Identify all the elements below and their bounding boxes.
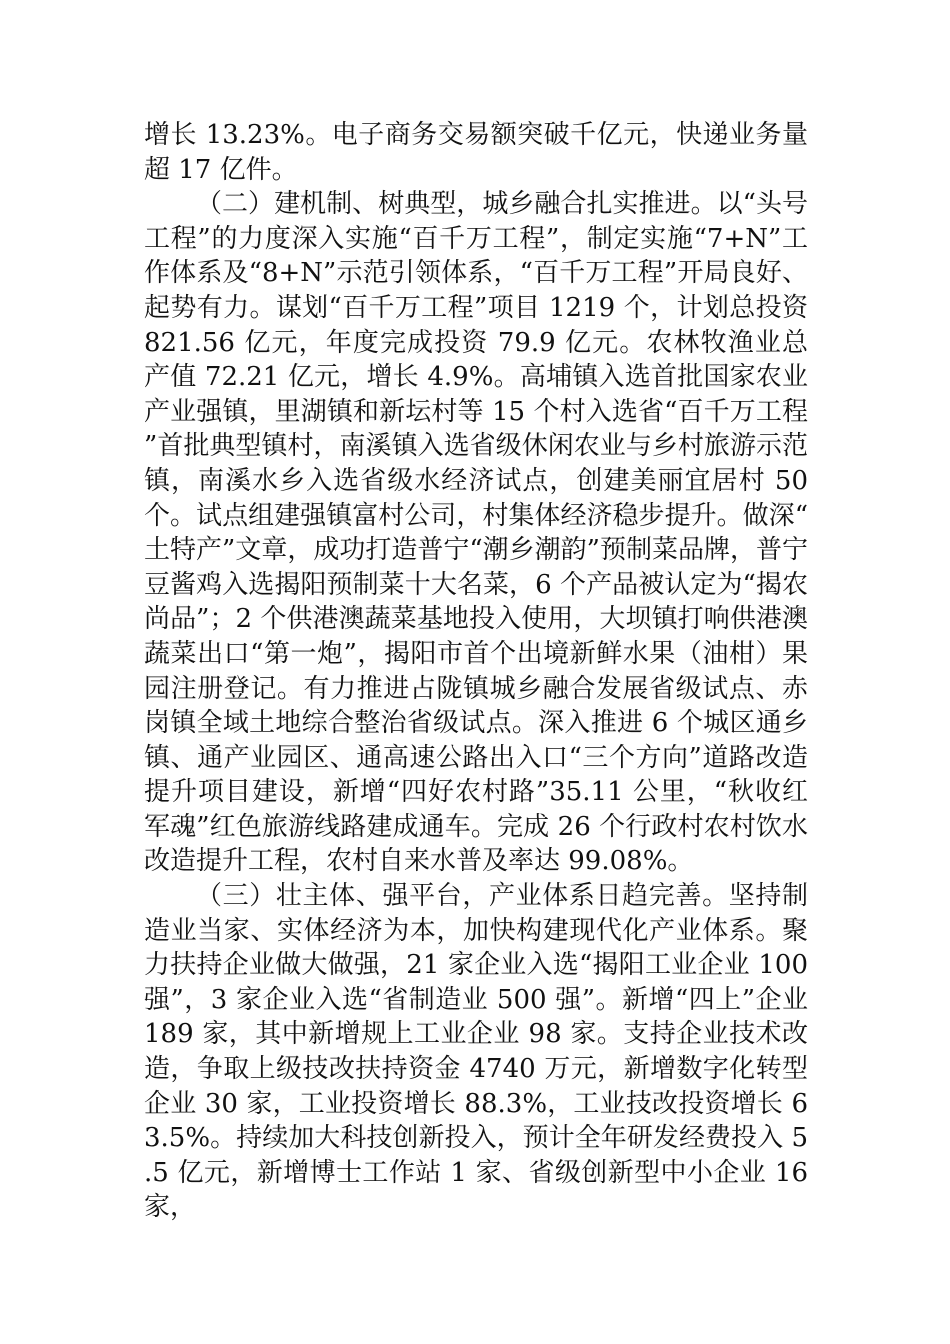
document-body: [144, 118, 808, 1225]
paragraph-industrial-system: （三）壮主体、强平台，产业体系日趋完善。坚持制造业当家、实体经济为本，加快构建现代化产业体系。聚力扶持企业做大做强，21 家企业入选“揭阳工业企业 100 强”，3 家企业入选“省制造业 500 强”。新增“四上”企业 189 家，其中新增规上工业企业 98 家。支持企业技术改造，争取上级技改扶持资金 4740 万元，新增数字化转型企业 30 家，工业投资增长 88.3%，工业技改投资增长 63.5%。持续加大科技创新投入，预计全年研发经费投入 5.5 亿元，新增博士工作站 1 家、省级创新型中小企业 16 家，: [144, 881, 808, 1223]
paragraph-urban-rural-integration: （二）建机制、树典型，城乡融合扎实推进。以“头号工程”的力度深入实施“百千万工程”，制定实施“7+N”工作体系及“8+N”示范引领体系，“百千万工程”开局良好、起势有力。谋划“百千万工程”项目 1219 个，计划总投资 821.56 亿元，年度完成投资 79.9 亿元。农林牧渔业总产值 72.21 亿元，增长 4.9%。高埔镇入选首批国家农业产业强镇，里湖镇和新坛村等 15 个村入选省“百千万工程”首批典型镇村，南溪镇入选省级休闲农业与乡村旅游示范镇，南溪水乡入选省级水经济试点，创建美丽宜居村 50 个。试点组建强镇富村公司，村集体经济稳步提升。做深“土特产”文章，成功打造普宁“潮乡潮韵”预制菜品牌，普宁豆酱鸡入选揭阳预制菜十大名菜，6 个产品被认定为“揭农尚品”；2 个供港澳蔬菜基地投入使用，大坝镇打响供港澳蔬菜出口“第一炮”，揭阳市首个出境新鲜水果（油柑）果园注册登记。有力推进占陇镇城乡融合发展省级试点、赤岗镇全域土地综合整治省级试点。深入推进 6 个城区通乡镇、通产业园区、通高速公路出入口“三个方向”道路改造提升项目建设，新增“四好农村路”35.11 公里，“秋收红军魂”红色旅游线路建成通车。完成 26 个行政村农村饮水改造提升工程，农村自来水普及率达 99.08%。: [144, 189, 808, 877]
paragraph-continuation: 增长 13.23%。电子商务交易额突破千亿元，快递业务量超 17 亿件。: [144, 120, 808, 185]
